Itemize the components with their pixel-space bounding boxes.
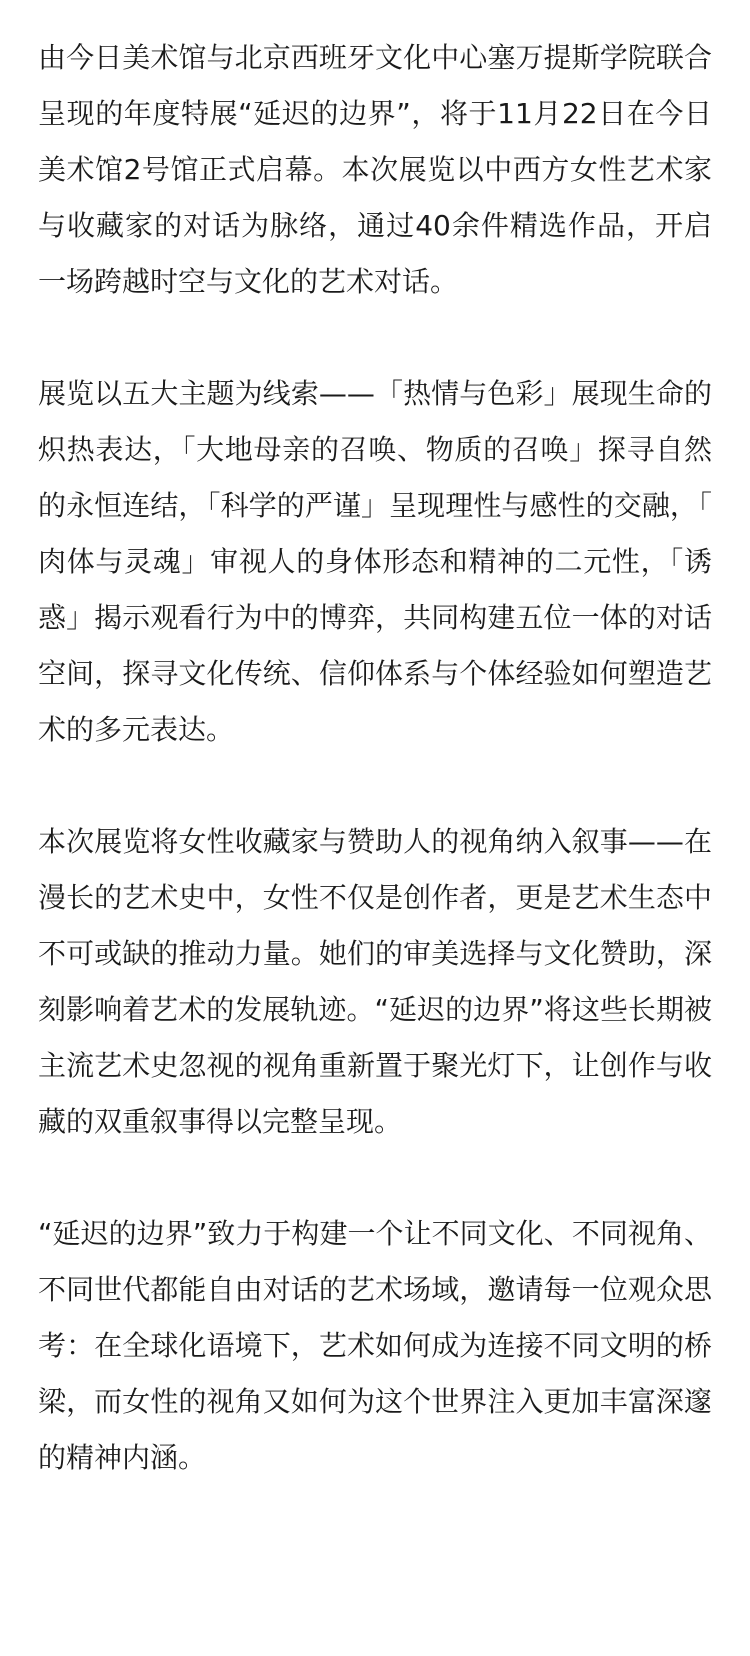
paragraph-exhibition-goal: “延迟的边界”致力于构建一个让不同文化、不同视角、不同世代都能自由对话的艺术场域，邀请每一位观众思考：在全球化语境下，艺术如何成为连接不同文明的桥梁，而女性的视角又如何为这个世界注入更加丰富深邃的精神内涵。 bbox=[38, 1217, 712, 1474]
paragraph-collectors-perspective: 本次展览将女性收藏家与赞助人的视角纳入叙事——在漫长的艺术史中，女性不仅是创作者，更是艺术生态中不可或缺的推动力量。她们的审美选择与文化赞助，深刻影响着艺术的发展轨迹。“延迟的边界”将这些长期被主流艺术史忽视的视角重新置于聚光灯下，让创作与收藏的双重叙事得以完整呈现。 bbox=[38, 825, 712, 1138]
paragraph-exhibition-intro: 由今日美术馆与北京西班牙文化中心塞万提斯学院联合呈现的年度特展“延迟的边界”，将于11月22日在今日美术馆2号馆正式启幕。本次展览以中西方女性艺术家与收藏家的对话为脉络，通过40余件精选作品，开启一场跨越时空与文化的艺术对话。 bbox=[38, 41, 712, 298]
paragraph-five-themes: 展览以五大主题为线索——「热情与色彩」展现生命的炽热表达，「大地母亲的召唤、物质的召唤」探寻自然的永恒连结，「科学的严谨」呈现理性与感性的交融，「肉体与灵魂」审视人的身体形态和精神的二元性，「诱惑」揭示观看行为中的博弈，共同构建五位一体的对话空间，探寻文化传统、信仰体系与个体经验如何塑造艺术的多元表达。 bbox=[38, 377, 712, 746]
